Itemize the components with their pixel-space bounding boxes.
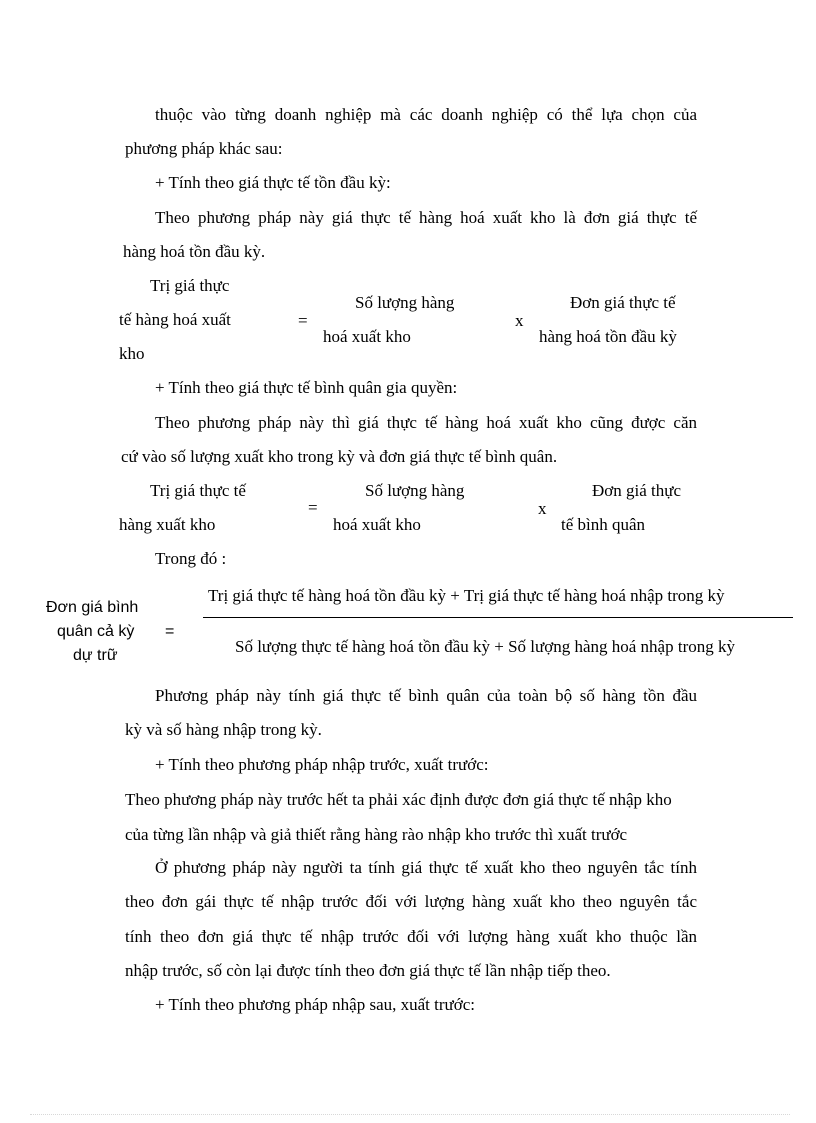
section-heading: + Tính theo phương pháp nhập trước, xuất trước:	[155, 755, 489, 774]
formula-lhs-line: kho	[119, 344, 145, 363]
paragraph-line: kỳ và số hàng nhập trong kỳ.	[125, 720, 322, 739]
formula-term: Đơn giá thực	[592, 481, 682, 500]
formula-term: hoá xuất kho	[333, 515, 421, 534]
page-edge-divider	[30, 1114, 790, 1115]
formula-term: hoá xuất kho	[323, 327, 411, 346]
paragraph-line: thuộc vào từng doanh nghiệp mà các doanh nghiệp có thể lựa chọn của	[155, 105, 697, 124]
multiply-sign: x	[538, 499, 547, 518]
formula-lhs-line: Đơn giá bình	[46, 599, 139, 616]
paragraph-line: Ở phương pháp này người ta tính giá thực tế xuất kho theo nguyên tắc tính	[155, 858, 697, 877]
paragraph-line: Theo phương pháp này trước hết ta phải xác định được đơn giá thực tế nhập kho	[125, 790, 672, 809]
equals-sign: =	[298, 311, 308, 330]
paragraph-line: Phương pháp này tính giá thực tế bình quân của toàn bộ số hàng tồn đầu	[155, 686, 697, 705]
section-heading: + Tính theo giá thực tế tồn đầu kỳ:	[155, 173, 391, 192]
paragraph-line: theo đơn gái thực tế nhập trước đối với lượng hàng xuất kho theo nguyên tắc	[125, 892, 697, 911]
fraction-numerator: Trị giá thực tế hàng hoá tồn đầu kỳ + Trị giá thực tế hàng hoá nhập trong kỳ	[208, 586, 725, 605]
formula-lhs-line: tế hàng hoá xuất	[119, 310, 231, 329]
formula-term: Đơn giá thực tế	[570, 293, 676, 312]
multiply-sign: x	[515, 311, 524, 330]
formula-lhs-line: quân cả kỳ	[57, 623, 135, 640]
paragraph-line: của từng lần nhập và giả thiết rằng hàng rào nhập kho trước thì xuất trước	[125, 825, 628, 844]
fraction-bar	[203, 617, 793, 618]
formula-lhs-line: hàng xuất kho	[119, 515, 216, 534]
paragraph-line: phương pháp khác sau:	[125, 139, 283, 158]
paragraph-line: Theo phương pháp này giá thực tế hàng hoá xuất kho là đơn giá thực tế	[155, 208, 697, 227]
equals-sign: =	[308, 498, 318, 517]
formula-term: hàng hoá tồn đầu kỳ	[539, 327, 677, 346]
formula-term: tế bình quân	[561, 515, 646, 534]
paragraph-line: hàng hoá tồn đầu kỳ.	[123, 242, 266, 261]
paragraph-line: nhập trước, số còn lại được tính theo đơn giá thực tế lần nhập tiếp theo.	[125, 961, 611, 980]
formula-term: Số lượng hàng	[365, 481, 465, 500]
section-heading: + Tính theo phương pháp nhập sau, xuất trước:	[155, 995, 475, 1014]
paragraph-line: cứ vào số lượng xuất kho trong kỳ và đơn giá thực tế bình quân.	[121, 447, 558, 466]
paragraph-line: Trong đó :	[155, 549, 227, 568]
formula-lhs-line: Trị giá thực	[150, 276, 230, 295]
section-heading: + Tính theo giá thực tế bình quân gia quyền:	[155, 378, 458, 397]
formula-term: Số lượng hàng	[355, 293, 455, 312]
equals-sign: =	[165, 623, 175, 640]
paragraph-line: Theo phương pháp này thì giá thực tế hàng hoá xuất kho cũng được căn	[155, 413, 697, 432]
formula-lhs-line: Trị giá thực tế	[150, 481, 246, 500]
paragraph-line: tính theo đơn giá thực tế nhập trước đối với lượng hàng xuất kho thuộc lần	[125, 927, 697, 946]
formula-lhs-line: dự trữ	[73, 647, 118, 664]
fraction-denominator: Số lượng thực tế hàng hoá tồn đầu kỳ + Số lượng hàng hoá nhập trong kỳ	[235, 637, 735, 656]
